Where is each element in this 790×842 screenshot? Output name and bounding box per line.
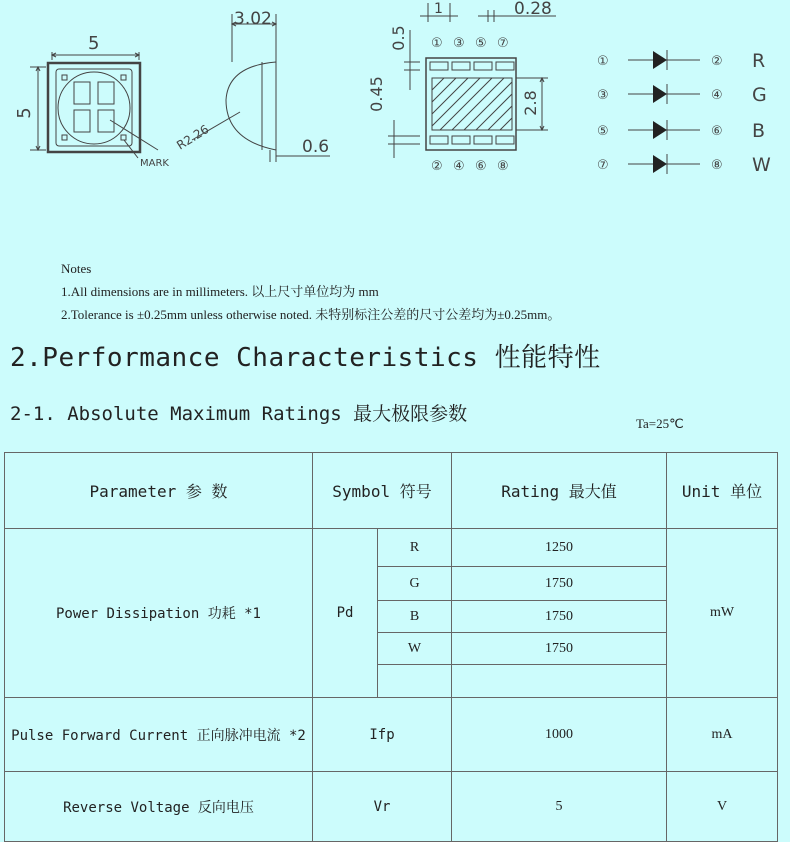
notes-title: Notes bbox=[61, 261, 92, 276]
pin-8: ⑧ bbox=[497, 159, 509, 174]
circuit-color-g: G bbox=[752, 84, 767, 106]
power-color-r: R bbox=[378, 529, 452, 567]
circuit-out-8: ⑧ bbox=[711, 158, 723, 173]
pin-3: ③ bbox=[453, 36, 465, 51]
note-2: 2.Tolerance is ±0.25mm unless otherwise noted. 未特别标注公差的尺寸公差均为±0.25mm。 bbox=[61, 307, 561, 322]
max-ratings-table bbox=[4, 452, 778, 842]
circuit-out-4: ④ bbox=[711, 88, 723, 103]
power-value-g: 1750 bbox=[452, 567, 667, 601]
table-row bbox=[5, 529, 778, 567]
circuit-drawing bbox=[628, 50, 700, 174]
circuit-in-5: ⑤ bbox=[597, 124, 609, 139]
dim-pad-offset: 0.45 bbox=[367, 76, 386, 112]
pulse-symbol: Ifp bbox=[313, 698, 452, 772]
power-empty-cell bbox=[378, 665, 452, 698]
notes-block bbox=[61, 257, 560, 326]
dim-side-base: 0.6 bbox=[302, 137, 330, 157]
reverse-value: 5 bbox=[452, 772, 667, 842]
dim-side-height: 3.02 bbox=[234, 9, 272, 29]
ambient-temp: Ta=25℃ bbox=[636, 416, 684, 431]
power-color-g: G bbox=[378, 567, 452, 601]
pulse-value: 1000 bbox=[452, 698, 667, 772]
circuit-out-2: ② bbox=[711, 54, 723, 69]
power-symbol: Pd bbox=[313, 529, 378, 698]
power-unit: mW bbox=[667, 529, 778, 698]
header-symbol: Symbol 符号 bbox=[313, 453, 452, 529]
pin-1: ① bbox=[431, 36, 443, 51]
subsection-title: 2-1. Absolute Maximum Ratings 最大极限参数 bbox=[10, 403, 468, 425]
pin-7: ⑦ bbox=[497, 36, 509, 51]
power-value-b: 1750 bbox=[452, 601, 667, 633]
header-parameter: Parameter 参 数 bbox=[5, 453, 313, 529]
circuit-color-r: R bbox=[752, 50, 766, 72]
pulse-unit: mA bbox=[667, 698, 778, 772]
circuit-in-1: ① bbox=[597, 54, 609, 69]
circuit-out-6: ⑥ bbox=[711, 124, 723, 139]
pin-2: ② bbox=[431, 159, 443, 174]
dim-top-width: 5 bbox=[88, 33, 100, 54]
circuit-in-7: ⑦ bbox=[597, 158, 609, 173]
note-1: 1.All dimensions are in millimeters. 以上尺寸单位均为 mm bbox=[61, 284, 379, 299]
circuit-color-b: B bbox=[752, 120, 766, 142]
table-row bbox=[5, 698, 778, 772]
header-rating: Rating 最大值 bbox=[452, 453, 667, 529]
mark-label: MARK bbox=[140, 158, 169, 169]
dim-pad-width: 1 bbox=[434, 1, 443, 17]
pulse-param: Pulse Forward Current 正向脉冲电流 *2 bbox=[5, 698, 313, 772]
pin-5: ⑤ bbox=[475, 36, 487, 51]
package-drawings bbox=[0, 0, 790, 240]
pin-6: ⑥ bbox=[475, 159, 487, 174]
dim-center: 2.8 bbox=[521, 90, 540, 116]
table-header-row bbox=[5, 453, 778, 529]
reverse-param: Reverse Voltage 反向电压 bbox=[5, 772, 313, 842]
radius-label: R2.26 bbox=[174, 122, 212, 153]
power-value-w: 1750 bbox=[452, 633, 667, 665]
circuit-color-w: W bbox=[752, 154, 771, 176]
power-color-b: B bbox=[378, 601, 452, 633]
power-color-w: W bbox=[378, 633, 452, 665]
top-view-drawing bbox=[30, 52, 158, 158]
reverse-unit: V bbox=[667, 772, 778, 842]
reverse-symbol: Vr bbox=[313, 772, 452, 842]
power-empty-value bbox=[452, 665, 667, 698]
dim-pad-height: 0.5 bbox=[389, 25, 408, 51]
dim-top-height: 5 bbox=[14, 107, 35, 119]
dim-gap: 0.28 bbox=[514, 0, 552, 19]
section-title: 2.Performance Characteristics 性能特性 bbox=[10, 343, 601, 373]
circuit-in-3: ③ bbox=[597, 88, 609, 103]
pin-4: ④ bbox=[453, 159, 465, 174]
power-value-r: 1250 bbox=[452, 529, 667, 567]
pad-view-drawing bbox=[388, 3, 556, 158]
power-param: Power Dissipation 功耗 *1 bbox=[5, 529, 313, 698]
header-unit: Unit 单位 bbox=[667, 453, 778, 529]
